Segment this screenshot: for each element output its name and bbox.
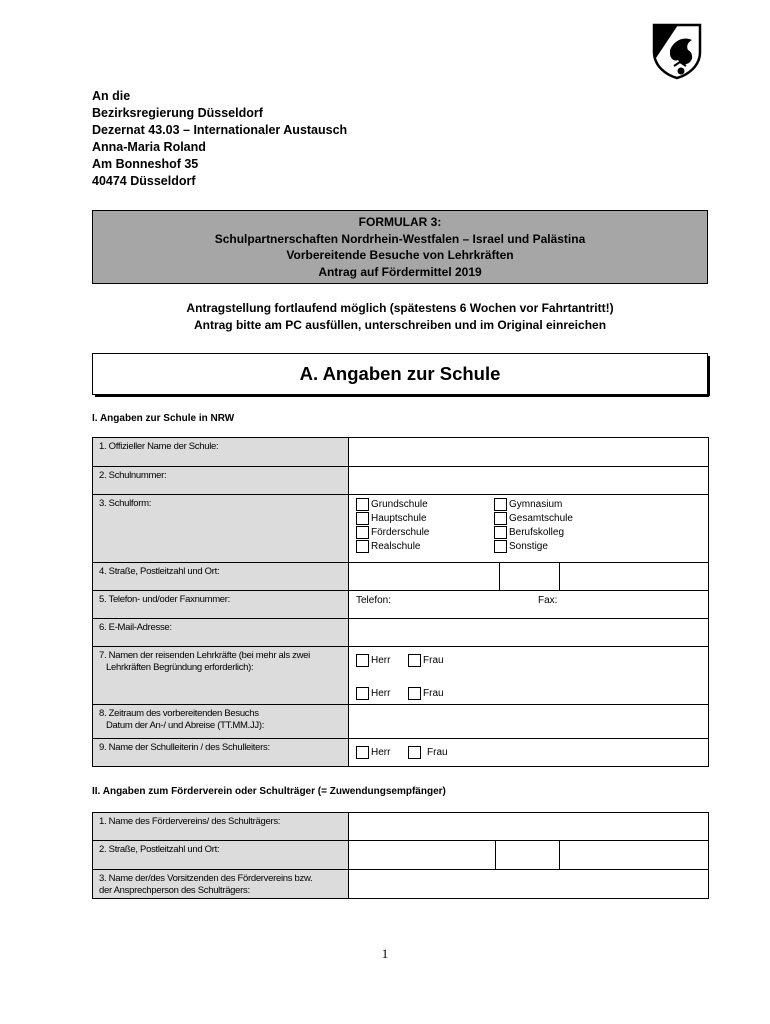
- schulform-option[interactable]: Gymnasium: [494, 498, 562, 511]
- nrw-coat-of-arms-icon: [648, 22, 706, 80]
- table-row: [93, 563, 708, 591]
- school-info-table: [92, 437, 709, 767]
- address-line: An die: [92, 89, 131, 103]
- teachers-field[interactable]: [349, 647, 708, 704]
- visit-period-field[interactable]: [349, 705, 708, 738]
- checkbox[interactable]: [356, 498, 369, 511]
- sponsor-info-table: [92, 812, 709, 899]
- checkbox[interactable]: [494, 498, 507, 511]
- schulform-option[interactable]: Sonstige: [494, 540, 548, 553]
- form-title-box: [92, 210, 708, 284]
- part1-heading: I. Angaben zur Schule in NRW: [92, 413, 235, 424]
- schulform-option[interactable]: Grundschule: [356, 498, 428, 511]
- form-title-line: Vorbereitende Besuche von Lehrkräften: [286, 248, 514, 262]
- salutation-herr[interactable]: Herr: [356, 687, 390, 700]
- schulform-option[interactable]: Realschule: [356, 540, 420, 553]
- email-field[interactable]: [349, 619, 708, 646]
- recipient-address: [92, 88, 347, 190]
- checkbox[interactable]: [356, 654, 369, 667]
- divider: [499, 563, 500, 590]
- principal-field[interactable]: [349, 739, 708, 766]
- note-line: Antrag bitte am PC ausfüllen, unterschreiben und im Original einreichen: [193, 317, 607, 332]
- checkbox[interactable]: [356, 687, 369, 700]
- sponsor-address-label: 2. Straße, Postleitzahl und Ort:: [93, 841, 349, 869]
- table-row: [93, 841, 708, 870]
- checkbox[interactable]: [356, 526, 369, 539]
- table-row: [93, 870, 708, 899]
- salutation-frau[interactable]: Frau: [408, 687, 444, 700]
- checkbox[interactable]: [494, 526, 507, 539]
- divider: [495, 841, 496, 869]
- address-line: Anna-Maria Roland: [92, 140, 206, 154]
- table-row: [93, 619, 708, 647]
- sponsor-name-label: 1. Name des Fördervereins/ des Schulträgers:: [93, 813, 349, 840]
- salutation-herr[interactable]: Herr: [356, 746, 390, 759]
- telefon-label: Telefon:: [356, 595, 392, 606]
- schulform-option[interactable]: Förderschule: [356, 526, 429, 539]
- chairperson-field[interactable]: [349, 870, 708, 898]
- school-name-label: 1. Offizieller Name der Schule:: [93, 438, 349, 466]
- phone-label: 5. Telefon- und/oder Faxnummer:: [93, 591, 349, 618]
- submission-notes: [92, 300, 708, 333]
- email-label: 6. E-Mail-Adresse:: [93, 619, 349, 646]
- address-line: 40474 Düsseldorf: [92, 174, 196, 188]
- form-title-line: Schulpartnerschaften Nordrhein-Westfalen – Israel und Palästina: [214, 231, 586, 246]
- schulform-option[interactable]: Gesamtschule: [494, 512, 573, 525]
- sponsor-name-field[interactable]: [349, 813, 708, 840]
- checkbox[interactable]: [494, 540, 507, 553]
- address-line: Am Bonneshof 35: [92, 157, 199, 171]
- salutation-herr[interactable]: Herr: [356, 654, 390, 667]
- form-title-line: Antrag auf Fördermittel 2019: [318, 264, 482, 279]
- sponsor-address-field[interactable]: [349, 841, 708, 869]
- checkbox[interactable]: [408, 654, 421, 667]
- note-line: Antragstellung fortlaufend möglich (spätestens 6 Wochen vor Fahrtantritt!): [186, 301, 614, 315]
- address-line: Bezirksregierung Düsseldorf: [92, 106, 263, 120]
- teachers-label: 7. Namen der reisenden Lehrkräfte (bei mehr als zwei Lehrkräften Begründung erforderlich):: [93, 647, 349, 704]
- checkbox[interactable]: [356, 512, 369, 525]
- checkbox[interactable]: [408, 746, 421, 759]
- checkbox[interactable]: [408, 687, 421, 700]
- table-row: [93, 647, 708, 705]
- checkbox[interactable]: [356, 746, 369, 759]
- table-row: [93, 591, 708, 619]
- fax-label: Fax:: [538, 595, 558, 606]
- schulform-option[interactable]: Hauptschule: [356, 512, 427, 525]
- table-row: [93, 467, 708, 495]
- divider: [559, 563, 560, 590]
- form-title-line: FORMULAR 3:: [358, 215, 442, 229]
- salutation-frau[interactable]: Frau: [408, 746, 448, 759]
- checkbox[interactable]: [494, 512, 507, 525]
- school-type-options: [349, 495, 708, 562]
- school-type-label: 3. Schulform:: [93, 495, 349, 562]
- visit-period-label: 8. Zeitraum des vorbereitenden Besuchs Datum der An-/ und Abreise (TT.MM.JJ):: [93, 705, 349, 738]
- school-address-field[interactable]: [349, 563, 708, 590]
- principal-label: 9. Name der Schulleiterin / des Schulleiters:: [93, 739, 349, 766]
- page-number: 1: [381, 946, 389, 961]
- divider: [559, 841, 560, 869]
- section-a-heading: A. Angaben zur Schule: [92, 353, 708, 395]
- table-row: [93, 813, 708, 841]
- school-number-label: 2. Schulnummer:: [93, 467, 349, 494]
- part2-heading: II. Angaben zum Förderverein oder Schulträger (= Zuwendungsempfänger): [92, 786, 446, 797]
- schulform-option[interactable]: Berufskolleg: [494, 526, 564, 539]
- address-line: Dezernat 43.03 – Internationaler Austausch: [92, 123, 348, 137]
- school-name-field[interactable]: [349, 438, 708, 466]
- phone-fax-field[interactable]: [349, 591, 708, 618]
- table-row: [93, 438, 708, 467]
- school-number-field[interactable]: [349, 467, 708, 494]
- chairperson-label: 3. Name der/des Vorsitzenden des Fördervereins bzw. der Ansprechperson des Schulträgers:: [93, 870, 349, 898]
- table-row: [93, 739, 708, 767]
- checkbox[interactable]: [356, 540, 369, 553]
- salutation-frau[interactable]: Frau: [408, 654, 444, 667]
- address-label: 4. Straße, Postleitzahl und Ort:: [93, 563, 349, 590]
- table-row: [93, 705, 708, 739]
- table-row: [93, 495, 708, 563]
